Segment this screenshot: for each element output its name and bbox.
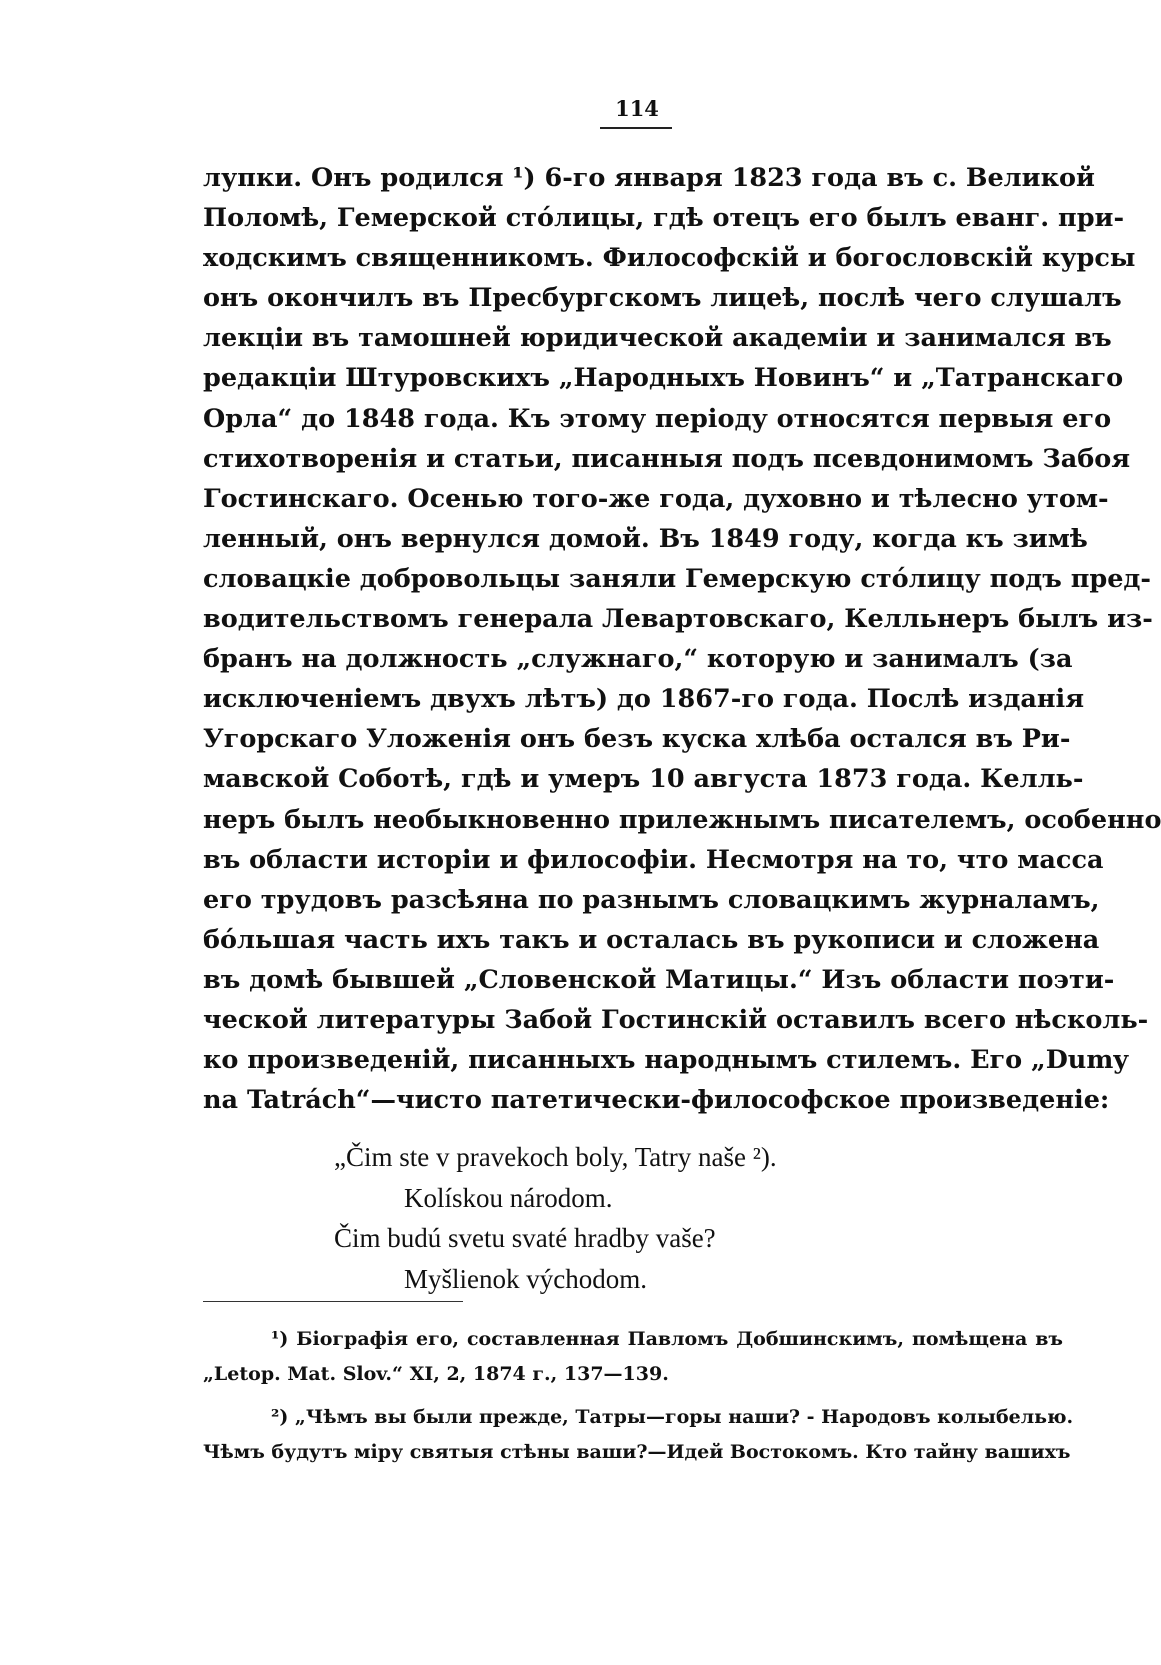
body-line: na Tatrách“—чисто патетически-философское произведеніе: bbox=[203, 1085, 1110, 1116]
body-line: Угорскаго Уложенія онъ безъ куска хлѣба остался въ Ри- bbox=[203, 724, 1071, 755]
footnote-divider bbox=[203, 1301, 463, 1302]
body-line: ленный, онъ вернулся домой. Въ 1849 году, когда къ зимѣ bbox=[203, 523, 1088, 554]
verse-quote bbox=[334, 1137, 984, 1299]
body-line: въ области исторіи и философіи. Несмотря на то, что масса bbox=[203, 844, 1104, 875]
body-line: лекціи въ тамошней юридической академіи и занимался въ bbox=[203, 323, 1112, 354]
footnote-2-line: Чѣмъ будутъ міру святыя стѣны ваши?—Идей Востокомъ. Кто тайну вашихъ bbox=[203, 1441, 1071, 1463]
body-line: въ домѣ бывшей „Словенской Матицы.“ Изъ области поэти- bbox=[203, 964, 1115, 995]
body-line: мавской Соботѣ, гдѣ и умеръ 10 августа 1873 года. Келль- bbox=[203, 764, 1084, 795]
body-line: его трудовъ разсѣяна по разнымъ словацкимъ журналамъ, bbox=[203, 884, 1100, 915]
footnotes bbox=[203, 1322, 1074, 1470]
verse-line: „Čim ste v pravekoch boly, Tatry naše ²). bbox=[334, 1142, 777, 1172]
body-line: неръ былъ необыкновенно прилежнымъ писателемъ, особенно bbox=[203, 804, 1161, 835]
page-number-rule bbox=[600, 127, 672, 129]
body-line: ко произведеній, писанныхъ народнымъ стилемъ. Его „Dumy bbox=[203, 1045, 1129, 1076]
body-line: бранъ на должность „служнаго,“ которую и занималъ (за bbox=[203, 644, 1073, 675]
verse-line: Kolískou národom. bbox=[404, 1182, 613, 1213]
body-line: редакціи Штуровскихъ „Народныхъ Новинъ“ и „Татранскаго bbox=[203, 363, 1124, 394]
page-number: 114 bbox=[615, 96, 659, 121]
body-line: Поломѣ, Гемерской стóлицы, гдѣ отецъ его былъ еванг. при- bbox=[203, 203, 1125, 234]
body-line: лупки. Онъ родился ¹) 6-го января 1823 года въ с. Великой bbox=[203, 163, 1095, 193]
body-line: словацкіе добровольцы заняли Гемерскую стóлицу подъ пред- bbox=[203, 563, 1152, 594]
body-line: стихотворенія и статьи, писанныя подъ псевдонимомъ Забоя bbox=[203, 443, 1131, 474]
body-line: ходскимъ священникомъ. Философскій и богословскій курсы bbox=[203, 243, 1136, 274]
footnote-1-line: ¹) Біографія его, составленная Павломъ Добшинскимъ, помѣщена въ bbox=[271, 1328, 1063, 1350]
footnote-1-line: „Letop. Mat. Slov.“ XI, 2, 1874 г., 137—139. bbox=[203, 1363, 669, 1385]
body-line: водительствомъ генерала Левартовскаго, Келльнеръ былъ из- bbox=[203, 604, 1153, 635]
verse-line: Myšlienok východom. bbox=[404, 1263, 647, 1294]
body-line: Гостинскаго. Осенью того-же года, духовно и тѣлесно утом- bbox=[203, 483, 1109, 514]
body-line: бóльшая часть ихъ такъ и осталась въ рукописи и сложена bbox=[203, 924, 1100, 955]
body-line: Орла“ до 1848 года. Къ этому періоду относятся первыя его bbox=[203, 403, 1112, 434]
body-line: ческой литературы Забой Гостинскій оставилъ всего нѣсколь- bbox=[203, 1004, 1149, 1035]
body-line: онъ окончилъ въ Пресбургскомъ лицеѣ, послѣ чего слушалъ bbox=[203, 283, 1122, 314]
body-line: исключеніемъ двухъ лѣтъ) до 1867-го года. Послѣ изданія bbox=[203, 684, 1085, 715]
verse-line: Čim budú svetu svaté hradby vaše? bbox=[334, 1223, 716, 1253]
footnote-2-line: ²) „Чѣмъ вы были прежде, Татры—горы наши? - Народовъ колыбелью. bbox=[271, 1406, 1074, 1428]
main-text bbox=[203, 158, 1161, 1120]
